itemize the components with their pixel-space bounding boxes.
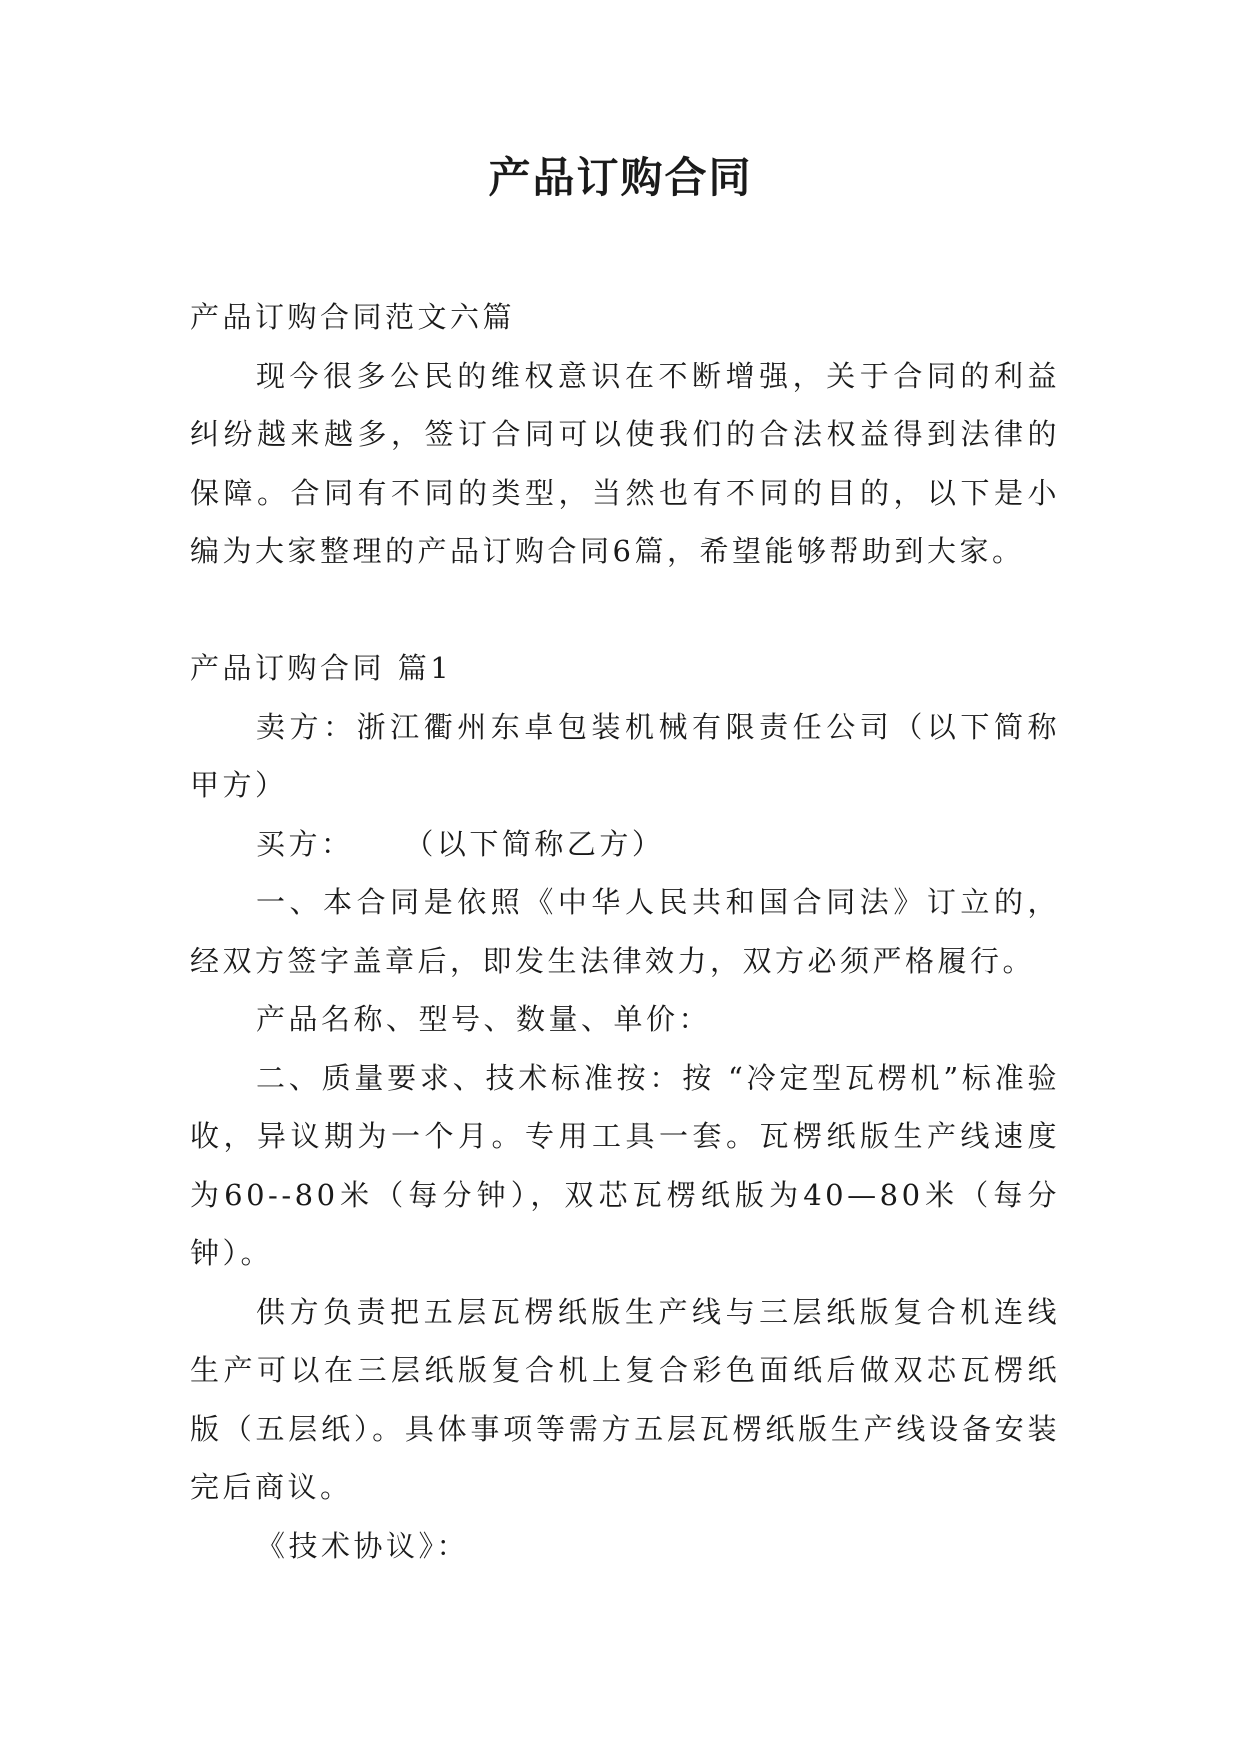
supplier-duty-paragraph: 供方负责把五层瓦楞纸版生产线与三层纸版复合机连线生产可以在三层纸版复合机上复合彩色面纸后做双芯瓦楞纸版（五层纸）。具体事项等需方五层瓦楞纸版生产线设备安装完后商议。 <box>190 1294 1060 1504</box>
buyer-paragraph: 买方： （以下简称乙方） <box>256 826 665 861</box>
section-heading: 产品订购合同 篇1 <box>190 651 453 685</box>
technical-agreement-paragraph: 《技术协议》： <box>256 1528 470 1563</box>
product-info-paragraph: 产品名称、型号、数量、单价： <box>256 1002 712 1036</box>
clause-1-paragraph: 一、本合同是依照《中华人民共和国合同法》订立的，经双方签字盖章后，即发生法律效力，双方必须严格履行。 <box>190 885 1060 978</box>
seller-paragraph: 卖方：浙江衢州东卓包装机械有限责任公司（以下简称甲方） <box>190 709 1060 802</box>
subtitle: 产品订购合同范文六篇 <box>190 300 516 334</box>
document-body <box>190 288 1060 1575</box>
paragraph-spacer <box>190 581 1060 640</box>
intro-paragraph: 现今很多公民的维权意识在不断增强，关于合同的利益纠纷越来越多，签订合同可以使我们的合法权益得到法律的保障。合同有不同的类型，当然也有不同的目的，以下是小编为大家整理的产品订购合同6篇，希望能够帮助到大家。 <box>190 358 1060 568</box>
document-title: 产品订购合同 <box>488 153 753 202</box>
clause-2-paragraph: 二、质量要求、技术标准按：按 “冷定型瓦楞机”标准验收，异议期为一个月。专用工具一套。瓦楞纸版生产线速度为60--80米（每分钟），双芯瓦楞纸版为40—80米（每分钟）。 <box>190 1060 1060 1270</box>
